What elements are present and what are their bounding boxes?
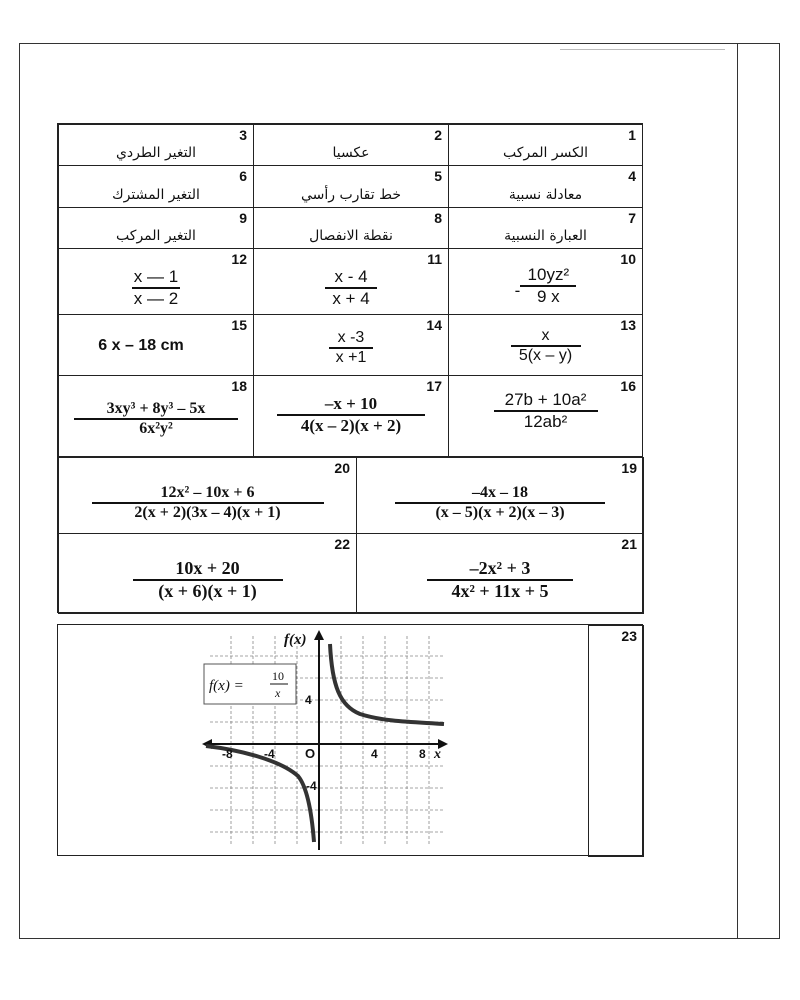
numerator: –x + 10 [324,394,378,413]
y-tick-label: -4 [306,779,317,793]
question-number: 9 [239,210,247,226]
answer-cell-15 [58,314,254,376]
numerator: 10yz² [527,265,570,284]
x-tick-label: 4 [371,747,378,761]
question-number: 20 [334,460,350,476]
answer-cell-20 [58,457,357,534]
question-number: 22 [334,536,350,552]
answer-cell-11 [253,248,449,315]
answer-text: خط تقارب رأسي [300,187,402,203]
answer-text: نقطة الانفصال [309,228,393,244]
fraction [254,394,448,436]
fraction [59,558,356,602]
denominator: (x – 5)(x + 2)(x – 3) [435,504,565,521]
answer-text: العبارة النسبية [504,228,587,244]
numerator: x -3 [337,329,365,346]
denominator: 4(x – 2)(x + 2) [300,416,402,435]
question-number: 23 [621,628,637,644]
question-number: 2 [434,127,442,143]
question-number: 4 [628,168,636,184]
denominator: 6x²y² [139,420,173,437]
answer-cell-14 [253,314,449,376]
numerator: –2x² + 3 [469,558,531,578]
answer-cell-8 [253,207,449,249]
question-number: 7 [628,210,636,226]
y-axis-label: f(x) [284,632,307,648]
answer-grid-top [57,123,643,457]
answer-cell-3 [58,124,254,166]
answer-cell-1 [448,124,643,166]
answer-text: عكسيا [332,145,370,161]
question-number: 13 [620,317,636,333]
numerator: x - 4 [334,267,368,286]
answer-text: التغير المشترك [112,187,200,203]
denominator: x — 2 [133,289,179,308]
minus-sign: - [514,281,521,300]
denominator: 4x² + 11x + 5 [451,581,549,601]
denominator: 5(x – y) [518,347,573,364]
y-tick-label: 4 [305,693,312,707]
function-numerator: 10 [272,669,284,683]
denominator: 2(x + 2)(3x – 4)(x + 1) [134,504,281,521]
fraction [449,265,642,307]
numerator: –4x – 18 [472,484,528,501]
fraction [59,267,253,309]
denominator: 12ab² [523,412,568,431]
question-number: 19 [621,460,637,476]
answer-cell-5 [253,165,449,208]
question-number: 16 [620,378,636,394]
answer-cell-7 [448,207,643,249]
question-number: 15 [231,317,247,333]
answer-cell-22 [58,533,357,614]
answer-cell-23-label [588,625,644,857]
function-graph [200,626,450,852]
answer-cell-18 [58,375,254,458]
question-number: 3 [239,127,247,143]
answer-cell-4 [448,165,643,208]
numerator: x — 1 [133,267,179,286]
answer-cell-19 [356,457,644,534]
y-axis-arrow-icon [314,630,324,640]
answer-cell-16 [448,375,643,458]
answer-text: التغير المركب [116,228,196,244]
question-number: 21 [621,536,637,552]
numerator: 10x + 20 [175,558,240,578]
question-number: 17 [426,378,442,394]
fraction [449,327,642,365]
question-number: 8 [434,210,442,226]
numerator: x [541,327,550,344]
question-number: 12 [231,251,247,267]
answer-text: معادلة نسبية [508,187,583,203]
answer-grid-bottom [57,456,643,613]
answer-text: التغير الطردي [115,145,197,161]
fraction [449,390,642,432]
fraction-body [520,265,576,307]
numerator: 3xy³ + 8y³ – 5x [106,400,206,417]
numerator: 12x² – 10x + 6 [160,484,255,501]
margin-line [737,43,738,939]
question-number: 5 [434,168,442,184]
denominator: x +1 [335,349,367,366]
x-axis-variable: x [434,747,441,762]
question-number: 1 [628,127,636,143]
answer-cell-10 [448,248,643,315]
fraction [59,484,356,522]
fraction [59,400,253,438]
function-denominator: x [275,686,281,700]
x-tick-label: -8 [222,747,233,761]
denominator: 9 x [536,287,560,306]
fraction [357,484,643,522]
fraction [357,558,643,602]
answer-cell-13 [448,314,643,376]
scan-mark [560,49,725,50]
answer-text: الكسر المركب [503,145,588,161]
denominator: (x + 6)(x + 1) [158,581,257,601]
answer-cell-9 [58,207,254,249]
function-label: f(x) = [209,678,244,694]
answer-cell-2 [253,124,449,166]
denominator: x + 4 [332,289,370,308]
question-number: 14 [426,317,442,333]
answer-cell-6 [58,165,254,208]
question-number: 6 [239,168,247,184]
answer-cell-17 [253,375,449,458]
x-tick-label: -4 [264,747,275,761]
origin-label: O [305,746,316,761]
fraction [254,267,448,309]
answer-text: 6 x – 18 cm [98,337,184,354]
question-number: 10 [620,251,636,267]
question-number: 11 [427,251,442,267]
numerator: 27b + 10a² [504,390,587,409]
fraction [254,329,448,367]
answer-cell-21 [356,533,644,614]
answer-cell-12 [58,248,254,315]
x-tick-label: 8 [419,747,426,761]
question-number: 18 [231,378,247,394]
